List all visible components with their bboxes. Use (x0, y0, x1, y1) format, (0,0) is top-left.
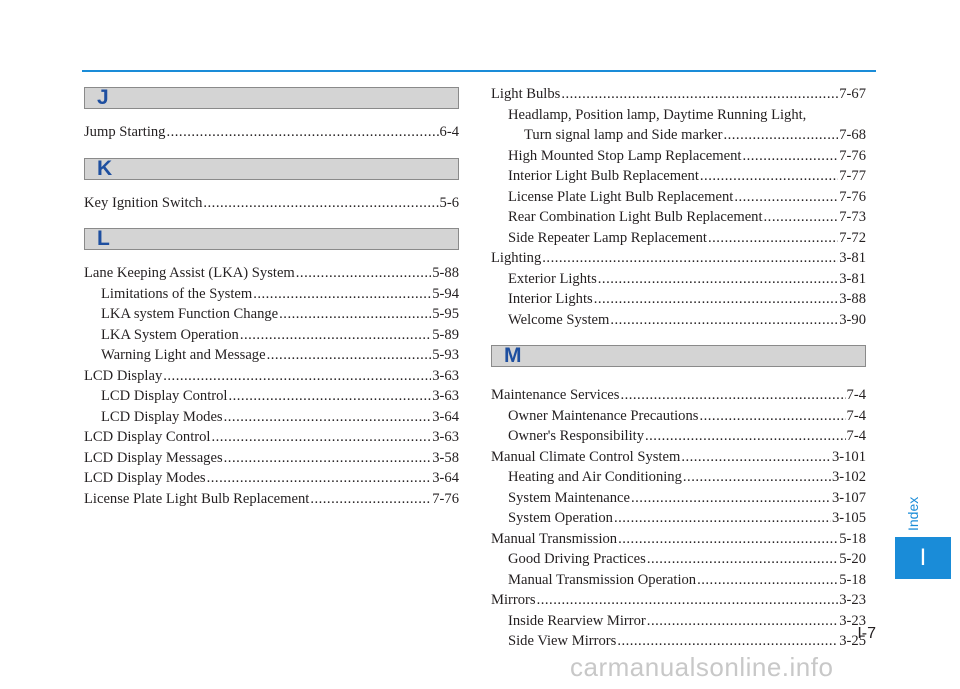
section-letter: M (504, 344, 522, 367)
index-entry[interactable]: LCD Display ..... 3-63 (84, 366, 459, 387)
section-header-l (84, 228, 459, 250)
index-subentry-headlamp-continued[interactable]: Turn signal lamp and Side marker ..... 7-68 (491, 125, 866, 146)
index-subentry[interactable]: License Plate Light Bulb Replacement ..... 7-76 (491, 187, 866, 208)
index-subentry[interactable]: Owner's Responsibility ..... 7-4 (491, 426, 866, 447)
index-entry[interactable]: Manual Climate Control System ..... 3-101 (491, 447, 866, 468)
section-header-k (84, 158, 459, 180)
index-subentry[interactable]: Owner Maintenance Precautions ..... 7-4 (491, 406, 866, 427)
index-entry[interactable]: Lane Keeping Assist (LKA) System ..... 5-88 (84, 263, 459, 284)
index-subentry[interactable]: Limitations of the System ..... 5-94 (84, 284, 459, 305)
index-entry[interactable]: LCD Display Control ..... 3-63 (84, 427, 459, 448)
section-header-j (84, 87, 459, 109)
index-entry[interactable]: Mirrors ..... 3-23 (491, 590, 866, 611)
section-letter: K (97, 156, 113, 180)
section-header-m (491, 345, 866, 367)
index-entry[interactable]: LCD Display Modes ..... 3-64 (84, 468, 459, 489)
index-subentry-headlamp[interactable]: Headlamp, Position lamp, Daytime Running Light, (508, 106, 807, 123)
index-subentry[interactable]: Inside Rearview Mirror ..... 3-23 (491, 611, 866, 632)
index-subentry[interactable]: LCD Display Modes ..... 3-64 (84, 407, 459, 428)
index-subentry[interactable]: Good Driving Practices ..... 5-20 (491, 549, 866, 570)
index-subentry[interactable]: LKA System Operation ..... 5-89 (84, 325, 459, 346)
index-entry-jump-starting[interactable]: Jump Starting ..... 6-4 (84, 122, 459, 143)
index-subentry[interactable]: Interior Light Bulb Replacement ..... 7-77 (491, 166, 866, 187)
index-subentry[interactable]: Exterior Lights ..... 3-81 (491, 269, 866, 290)
index-subentry[interactable]: Interior Lights ..... 3-88 (491, 289, 866, 310)
index-entry-lighting[interactable]: Lighting ..... 3-81 (491, 248, 866, 269)
index-subentry[interactable]: LCD Display Control ..... 3-63 (84, 386, 459, 407)
side-tab-index[interactable]: I (895, 537, 951, 579)
index-entry[interactable]: Maintenance Services ..... 7-4 (491, 385, 866, 406)
index-subentry[interactable]: Heating and Air Conditioning ..... 3-102 (491, 467, 866, 488)
watermark: carmanualsonline.info (570, 652, 834, 682)
index-subentry[interactable]: Welcome System ..... 3-90 (491, 310, 866, 331)
index-subentry[interactable]: LKA system Function Change ..... 5-95 (84, 304, 459, 325)
page-number: I-7 (857, 625, 876, 642)
index-entry[interactable]: License Plate Light Bulb Replacement ..... 7-76 (84, 489, 459, 510)
index-entry[interactable]: Manual Transmission ..... 5-18 (491, 529, 866, 550)
top-divider (82, 70, 876, 72)
index-subentry[interactable]: System Maintenance ..... 3-107 (491, 488, 866, 509)
index-entry[interactable]: LCD Display Messages ..... 3-58 (84, 448, 459, 469)
section-l-entries (84, 263, 459, 509)
index-subentry[interactable]: Side Repeater Lamp Replacement ..... 7-72 (491, 228, 866, 249)
index-subentry[interactable]: High Mounted Stop Lamp Replacement ..... 7-76 (491, 146, 866, 167)
index-subentry[interactable]: System Operation ..... 3-105 (491, 508, 866, 529)
index-entry-light-bulbs[interactable]: Light Bulbs ..... 7-67 (491, 84, 866, 105)
side-tab-label[interactable]: Index (905, 496, 921, 532)
section-letter: J (97, 86, 109, 109)
index-entry-key-ignition-switch[interactable]: Key Ignition Switch ..... 5-6 (84, 193, 459, 214)
index-subentry[interactable]: Side View Mirrors ..... 3-25 (491, 631, 866, 652)
index-subentry[interactable]: Warning Light and Message ..... 5-93 (84, 345, 459, 366)
index-column-right (491, 84, 866, 652)
section-letter: L (97, 227, 110, 250)
index-subentry[interactable]: Rear Combination Light Bulb Replacement ..... 7-73 (491, 207, 866, 228)
index-subentry[interactable]: Manual Transmission Operation ..... 5-18 (491, 570, 866, 591)
index-column-left (84, 87, 459, 509)
